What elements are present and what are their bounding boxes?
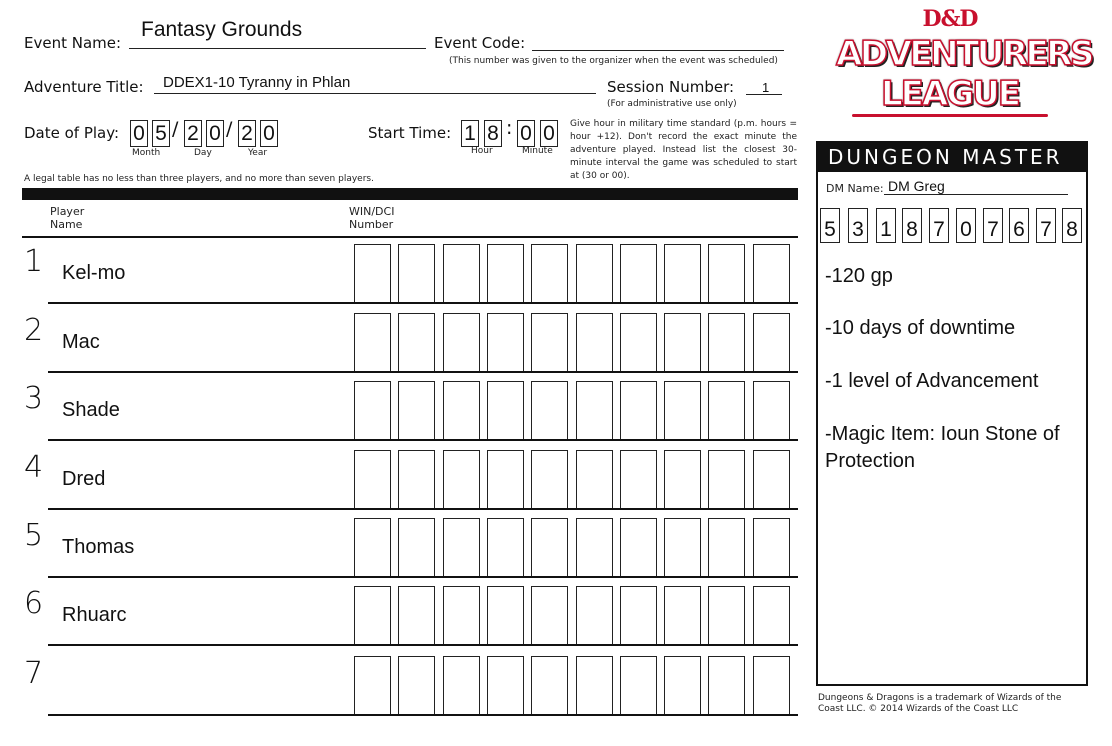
- date-day-digit-1[interactable]: 2: [184, 120, 202, 147]
- win-digit-box[interactable]: [354, 244, 391, 303]
- row-rule: [48, 439, 798, 441]
- player-row-number: 2: [24, 313, 44, 348]
- event-code-label: Event Code:: [434, 34, 526, 52]
- dm-dci-digit[interactable]: 8: [1062, 208, 1082, 243]
- date-separator-2: /: [226, 118, 233, 140]
- win-digit-box[interactable]: [576, 381, 613, 440]
- player-row-number: 6: [24, 586, 44, 621]
- time-separator: :: [506, 117, 513, 139]
- win-digit-box[interactable]: [620, 656, 657, 715]
- win-digit-box[interactable]: [531, 586, 568, 645]
- win-digit-box[interactable]: [576, 586, 613, 645]
- win-digit-box[interactable]: [620, 450, 657, 509]
- player-row-number: 4: [24, 450, 44, 485]
- reward-line[interactable]: -Magic Item: Ioun Stone of Protection: [825, 423, 1060, 472]
- date-of-play-label: Date of Play:: [24, 124, 120, 142]
- player-name-field[interactable]: Mac: [62, 331, 100, 353]
- win-digit-box[interactable]: [708, 656, 745, 715]
- dm-dci-digit[interactable]: 7: [929, 208, 949, 243]
- adventurers-league-logo: [836, 6, 1092, 118]
- logo-swoosh: [852, 114, 1048, 117]
- dm-dci-digit[interactable]: 7: [983, 208, 1003, 243]
- month-caption: Month: [132, 148, 161, 158]
- hour-caption: Hour: [471, 146, 493, 156]
- win-digit-box[interactable]: [576, 450, 613, 509]
- win-digit-box[interactable]: [531, 244, 568, 303]
- row-rule: [48, 508, 798, 510]
- win-digit-box[interactable]: [398, 381, 435, 440]
- date-month-digit-2[interactable]: 5: [152, 120, 170, 147]
- player-header-line-2: Name: [50, 218, 83, 231]
- win-digit-box[interactable]: [708, 244, 745, 303]
- start-minute-digit-2[interactable]: 0: [540, 120, 558, 147]
- adventure-title-field[interactable]: DDEX1-10 Tyranny in Phlan: [163, 74, 351, 91]
- dm-dci-digit[interactable]: 6: [1009, 208, 1029, 243]
- player-row: [22, 375, 798, 441]
- win-digit-box[interactable]: [620, 518, 657, 577]
- minute-caption: Minute: [522, 146, 553, 156]
- year-caption: Year: [248, 148, 268, 158]
- player-header-line-1: Player: [50, 205, 85, 218]
- win-digit-box[interactable]: [487, 244, 524, 303]
- win-digit-box[interactable]: [708, 450, 745, 509]
- win-digit-box[interactable]: [443, 586, 480, 645]
- win-digit-box[interactable]: [664, 586, 701, 645]
- dm-dci-digit[interactable]: 8: [902, 208, 922, 243]
- win-digit-box[interactable]: [753, 586, 790, 645]
- date-year-digit-2[interactable]: 0: [260, 120, 278, 147]
- win-digit-box[interactable]: [398, 244, 435, 303]
- win-digit-box[interactable]: [443, 450, 480, 509]
- player-row: [22, 580, 798, 646]
- reward-line[interactable]: -1 level of Advancement: [825, 370, 1039, 392]
- win-digit-box[interactable]: [753, 450, 790, 509]
- win-digit-box[interactable]: [398, 450, 435, 509]
- date-month-digit-1[interactable]: 0: [130, 120, 148, 147]
- win-digit-box[interactable]: [443, 313, 480, 372]
- win-digit-box[interactable]: [398, 656, 435, 715]
- win-digit-box[interactable]: [753, 313, 790, 372]
- row-rule: [48, 371, 798, 373]
- logo-line-1: ADVENTURERS: [836, 34, 1092, 74]
- player-row: [22, 307, 798, 373]
- dnd-ampersand-logo: D&D: [922, 6, 978, 32]
- win-digit-box[interactable]: [664, 518, 701, 577]
- player-row-number: 5: [24, 518, 44, 553]
- dm-dci-digit[interactable]: 5: [820, 208, 840, 243]
- row-rule: [48, 714, 798, 716]
- win-digit-box[interactable]: [443, 518, 480, 577]
- win-digit-box[interactable]: [487, 313, 524, 372]
- win-digit-box[interactable]: [664, 381, 701, 440]
- player-name-field[interactable]: Thomas: [62, 536, 135, 558]
- win-digit-box[interactable]: [531, 518, 568, 577]
- win-digit-box[interactable]: [487, 586, 524, 645]
- win-digit-box[interactable]: [708, 313, 745, 372]
- event-code-note: (This number was given to the organizer when the event was scheduled): [449, 56, 778, 66]
- session-note: (For administrative use only): [607, 99, 737, 109]
- win-digit-box[interactable]: [487, 518, 524, 577]
- day-caption: Day: [194, 148, 212, 158]
- player-row-number: 3: [24, 381, 44, 416]
- date-year-digit-1[interactable]: 2: [238, 120, 256, 147]
- dm-dci-digit[interactable]: 7: [1036, 208, 1056, 243]
- win-digit-box[interactable]: [708, 586, 745, 645]
- win-digit-box[interactable]: [620, 244, 657, 303]
- dm-panel-header: DUNGEON MASTER: [818, 143, 1086, 172]
- win-digit-box[interactable]: [487, 381, 524, 440]
- session-number-label: Session Number:: [607, 78, 735, 96]
- start-hour-digit-1[interactable]: 1: [461, 120, 479, 147]
- player-name-header: [50, 205, 84, 231]
- dm-dci-digit[interactable]: 0: [956, 208, 976, 243]
- win-digit-box[interactable]: [398, 518, 435, 577]
- win-digit-box[interactable]: [620, 381, 657, 440]
- player-row-number: 1: [24, 244, 44, 279]
- win-digit-box[interactable]: [620, 313, 657, 372]
- win-digit-box[interactable]: [487, 450, 524, 509]
- date-day-digit-2[interactable]: 0: [206, 120, 224, 147]
- session-number-underline: [746, 94, 782, 95]
- logo-line-2: LEAGUE: [881, 74, 1019, 114]
- win-digit-box[interactable]: [531, 656, 568, 715]
- legal-table-note: A legal table has no less than three players, and no more than seven players.: [24, 174, 374, 184]
- adventure-title-underline: [154, 93, 596, 94]
- dm-name-label: DM Name:: [826, 182, 884, 195]
- dm-dci-digit[interactable]: 3: [848, 208, 868, 243]
- event-name-underline: [129, 48, 426, 49]
- player-row-number: 7: [24, 656, 44, 691]
- reward-line[interactable]: -120 gp: [825, 265, 893, 287]
- table-header-bar: [22, 188, 798, 200]
- win-digit-box[interactable]: [664, 450, 701, 509]
- dm-name-underline: [884, 194, 1068, 195]
- player-name-field[interactable]: Shade: [62, 399, 120, 421]
- win-digit-box[interactable]: [664, 313, 701, 372]
- win-digit-box[interactable]: [354, 450, 391, 509]
- win-header-line-2: Number: [349, 218, 394, 231]
- player-row: [22, 444, 798, 510]
- win-header-line-1: WIN/DCI: [349, 205, 395, 218]
- session-number-field[interactable]: 1: [762, 80, 770, 95]
- win-digit-box[interactable]: [443, 656, 480, 715]
- win-digit-box[interactable]: [398, 586, 435, 645]
- date-separator-1: /: [172, 118, 179, 140]
- win-digit-box[interactable]: [664, 656, 701, 715]
- start-time-note: Give hour in military time standard (p.m. hours = hour +12). Don't record the exact minute the adventure played. Instead list the closest 30-minute interval the game was scheduled to start at (30 or 00).: [570, 119, 797, 181]
- win-digit-box[interactable]: [531, 313, 568, 372]
- win-digit-box[interactable]: [531, 381, 568, 440]
- win-digit-box[interactable]: [398, 313, 435, 372]
- event-name-label: Event Name:: [24, 34, 122, 52]
- win-digit-box[interactable]: [708, 381, 745, 440]
- win-digit-box[interactable]: [354, 313, 391, 372]
- win-digit-box[interactable]: [753, 381, 790, 440]
- player-row: [22, 650, 798, 716]
- win-digit-box[interactable]: [443, 244, 480, 303]
- win-digit-box[interactable]: [753, 656, 790, 715]
- win-digit-box[interactable]: [576, 656, 613, 715]
- win-digit-box[interactable]: [487, 656, 524, 715]
- win-digit-box[interactable]: [443, 381, 480, 440]
- player-row: [22, 512, 798, 578]
- row-rule: [48, 644, 798, 646]
- win-dci-header: [349, 205, 394, 231]
- win-digit-box[interactable]: [576, 313, 613, 372]
- player-name-field[interactable]: Kel-mo: [62, 262, 126, 284]
- win-digit-box[interactable]: [753, 518, 790, 577]
- win-digit-box[interactable]: [354, 381, 391, 440]
- event-code-field[interactable]: [532, 50, 784, 51]
- win-digit-box[interactable]: [753, 244, 790, 303]
- win-digit-box[interactable]: [354, 518, 391, 577]
- win-digit-box[interactable]: [576, 518, 613, 577]
- win-digit-box[interactable]: [620, 586, 657, 645]
- win-digit-box[interactable]: [664, 244, 701, 303]
- trademark-notice: Dungeons & Dragons is a trademark of Wizards of the Coast LLC. © 2014 Wizards of the Coast LLC: [818, 693, 1062, 714]
- event-name-field[interactable]: Fantasy Grounds: [141, 18, 303, 41]
- adventure-title-label: Adventure Title:: [24, 78, 144, 96]
- win-digit-box[interactable]: [531, 450, 568, 509]
- player-name-field[interactable]: Dred: [62, 468, 106, 490]
- win-digit-box[interactable]: [354, 586, 391, 645]
- player-name-field[interactable]: Rhuarc: [62, 604, 127, 626]
- dm-dci-digit[interactable]: 1: [876, 208, 896, 243]
- win-digit-box[interactable]: [576, 244, 613, 303]
- start-minute-digit-1[interactable]: 0: [517, 120, 535, 147]
- reward-line[interactable]: -10 days of downtime: [825, 317, 1016, 339]
- win-digit-box[interactable]: [354, 656, 391, 715]
- start-time-label: Start Time:: [368, 124, 452, 142]
- row-rule: [48, 302, 798, 304]
- dm-name-field[interactable]: DM Greg: [888, 178, 945, 194]
- win-digit-box[interactable]: [708, 518, 745, 577]
- row-rule: [48, 576, 798, 578]
- player-row: [22, 238, 798, 304]
- start-hour-digit-2[interactable]: 8: [484, 120, 502, 147]
